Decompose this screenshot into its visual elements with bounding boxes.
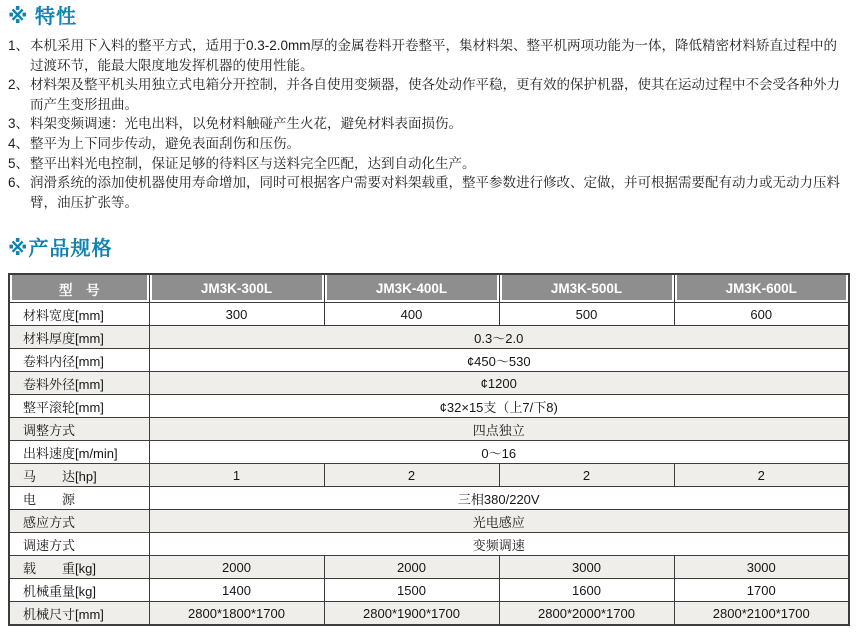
header-cell-jm3k-300l: JM3K-300L [149,274,324,303]
spec-cell: 1700 [674,579,849,602]
table-row [9,303,849,326]
spec-cell: 2000 [324,556,499,579]
feature-number: 1、 [8,38,30,53]
spec-cell-span: 0.3～2.0 [149,326,849,349]
table-row [9,602,849,626]
features-list [8,36,850,212]
spec-cell-span: 四点独立 [149,418,849,441]
feature-number: 4、 [8,135,30,151]
specs-section-title: ※产品规格 [8,238,113,261]
features-section-title: ※ 特性 [8,6,77,28]
spec-cell-span: ¢450～530 [149,349,849,372]
row-label: 材料宽度[mm] [9,303,149,326]
row-label: 马 达[hp] [9,464,149,487]
feature-item [8,134,850,154]
spec-cell: 2800*1900*1700 [324,602,499,626]
spec-cell: 2 [324,464,499,487]
spec-cell: 2800*1800*1700 [149,602,324,626]
spec-cell: 1 [149,464,324,487]
table-row [9,372,849,395]
feature-text: 整平出料光电控制，保证足够的待料区与送料完全匹配，达到自动化生产。 [30,155,476,171]
spec-cell-span: 三相380/220V [149,487,849,510]
header-cell-jm3k-400l: JM3K-400L [324,274,499,303]
spec-cell-span: 变频调速 [149,533,849,556]
table-row [9,556,849,579]
table-row [9,579,849,602]
spec-cell: 2 [674,464,849,487]
header-cell-model: 型 号 [9,274,149,303]
spec-cell-span: 光电感应 [149,510,849,533]
spec-cell: 1600 [499,579,674,602]
row-label: 载 重[kg] [9,556,149,579]
feature-item [8,75,850,114]
feature-text: 本机采用下入料的整平方式，适用于0.3-2.0mm厚的金属卷料开卷整平，集材料架、整平机两项功能为一体，降低精密材料矫直过程中的过渡环节，能最大限度地发挥机器的使用性能。 [30,38,838,73]
feature-number: 5、 [8,155,30,171]
table-row [9,326,849,349]
spec-cell-span: 0～16 [149,441,849,464]
spec-table [8,273,850,626]
row-label: 卷料外径[mm] [9,372,149,395]
spec-cell: 2 [499,464,674,487]
row-label: 材料厚度[mm] [9,326,149,349]
feature-item [8,114,850,134]
spec-cell: 3000 [674,556,849,579]
row-label: 机械尺寸[mm] [9,602,149,626]
spec-cell-span: ¢1200 [149,372,849,395]
spec-cell: 600 [674,303,849,326]
table-header-row [9,274,849,303]
row-label: 机械重量[kg] [9,579,149,602]
table-row [9,418,849,441]
spec-cell: 1400 [149,579,324,602]
header-cell-jm3k-500l: JM3K-500L [499,274,674,303]
feature-item [8,36,850,75]
spec-cell: 300 [149,303,324,326]
spec-cell: 2800*2100*1700 [674,602,849,626]
table-row [9,533,849,556]
feature-number: 3、 [8,116,30,132]
feature-number: 6、 [8,175,30,191]
spec-cell: 3000 [499,556,674,579]
table-row [9,395,849,418]
table-row [9,349,849,372]
feature-text: 材料架及整平机头用独立式电箱分开控制，并各自使用变频器，使各处动作平稳，更有效的保护机器，使其在运动过程中不会受各种外力而产生变形扭曲。 [30,77,840,112]
row-label: 出料速度[m/min] [9,441,149,464]
table-row [9,464,849,487]
row-label: 电 源 [9,487,149,510]
row-label: 卷料内径[mm] [9,349,149,372]
spec-cell: 2800*2000*1700 [499,602,674,626]
feature-text: 料架变频调速：光电出料，以免材料触碰产生火花，避免材料表面损伤。 [30,116,462,132]
feature-item [8,173,850,212]
spec-cell: 1500 [324,579,499,602]
spec-cell: 500 [499,303,674,326]
feature-item [8,154,850,174]
spec-cell-span: ¢32×15支（上7/下8) [149,395,849,418]
row-label: 调整方式 [9,418,149,441]
header-cell-jm3k-600l: JM3K-600L [674,274,849,303]
spec-cell: 2000 [149,556,324,579]
table-row [9,441,849,464]
row-label: 调速方式 [9,533,149,556]
feature-text: 润滑系统的添加使机器使用寿命增加，同时可根据客户需要对料架载重，整平参数进行修改、定做，并可根据需要配有动力或无动力压料臂，油压扩张等。 [30,175,840,210]
feature-number: 2、 [8,77,30,93]
row-label: 整平滚轮[mm] [9,395,149,418]
spec-cell: 400 [324,303,499,326]
feature-text: 整平为上下同步传动，避免表面刮伤和压伤。 [30,135,300,151]
row-label: 感应方式 [9,510,149,533]
table-row [9,487,849,510]
table-row [9,510,849,533]
